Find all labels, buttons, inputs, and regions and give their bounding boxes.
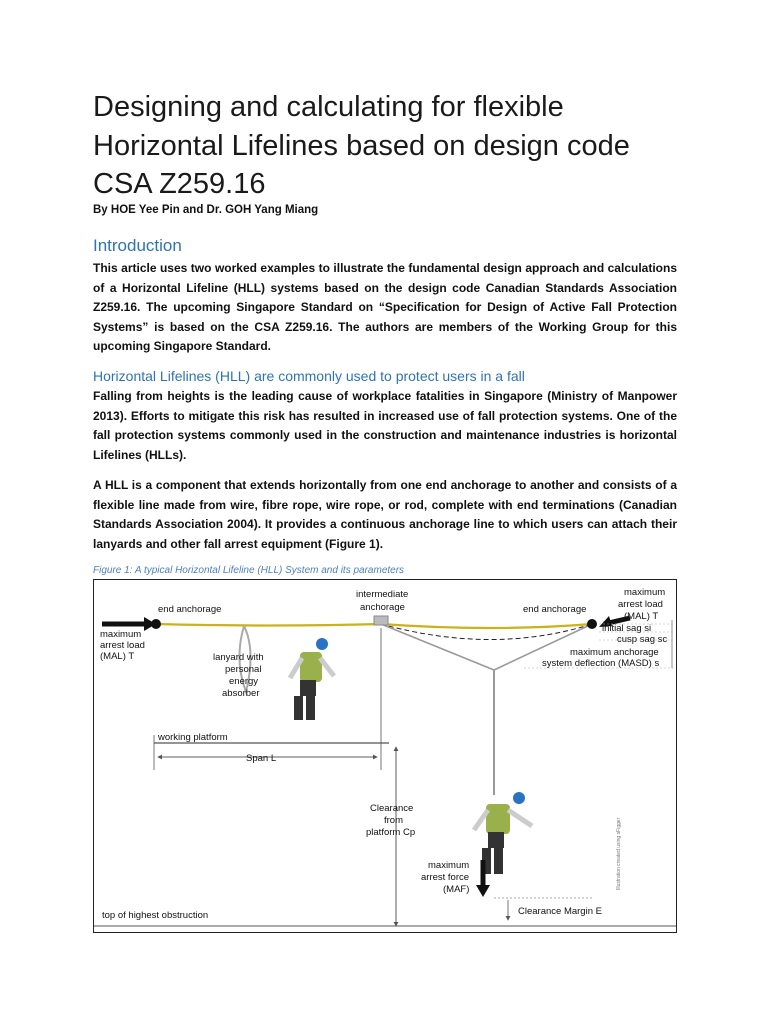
clearance-margin-label: Clearance Margin E: [518, 906, 602, 917]
masd-label-2: system deflection (MASD) s: [542, 658, 660, 669]
lifeline-left-span: [156, 624, 381, 626]
cusp-sag-label: cusp sag sc: [617, 634, 668, 645]
lanyard-label-3: energy: [229, 676, 259, 687]
mal-left-label-3: (MAL) T: [100, 651, 135, 662]
hll-paragraph-1: Falling from heights is the leading cause of workplace fatalities in Singapore (Ministry of Manpower 2013). Efforts to mitigate this risk has resulted in increased use of fall protection systems. One of the fall protection systems commonly used in the construction and maintenance industries is horizontal Lifelines (HLLs).: [93, 389, 677, 462]
lanyard-label-4: absorber: [222, 688, 260, 699]
intermediate-anchorage-label-1: intermediate: [356, 589, 409, 600]
clearance-label-3: platform Cp: [366, 827, 416, 838]
clearance-label-2: from: [384, 815, 403, 826]
intro-paragraph: This article uses two worked examples to illustrate the fundamental design approach and calculations of a Horizontal Lifeline (HLL) systems based on the design code Canadian Standards Association Z259.16. The upcoming Singapore Standard on “Specification for Design of Active Fall Protection Systems” is based on the CSA Z259.16. The authors are members of the Working Group for this upcoming Singapore Standard.: [93, 261, 677, 354]
illustration-watermark: Illustration created using sFigger: [616, 817, 622, 890]
masd-label-1: maximum anchorage: [570, 647, 659, 658]
mal-left-label-1: maximum: [100, 629, 142, 640]
hll-paragraph-2: A HLL is a component that extends horizontally from one end anchorage to another and consists of a flexible line made from wire, fibre rope, wire rope, or rod, complete with end terminations (Canadian Standards Association 2004). It provides a continuous anchorage line to which users can attach their lanyards and other fall arrest equipment (Figure 1).: [93, 478, 677, 551]
intermediate-anchorage-label-2: anchorage: [360, 602, 405, 613]
mal-right-label-3: (MAL) T: [624, 611, 659, 622]
hll-section-heading: Horizontal Lifelines (HLL) are commonly used to protect users in a fall: [93, 368, 525, 384]
mal-right-label-1: maximum: [624, 587, 666, 598]
maf-label-2: arrest force: [421, 872, 470, 883]
page-title: Designing and calculating for flexible Horizontal Lifelines based on design code CSA Z259.16: [93, 91, 630, 200]
hll-figure: [93, 579, 677, 933]
lifeline-right-initial: [381, 624, 592, 628]
end-anchorage-right-label: end anchorage: [523, 604, 587, 615]
span-label: Span L: [246, 753, 277, 764]
working-platform-label: working platform: [158, 732, 228, 743]
maf-label-3: (MAF): [443, 884, 470, 895]
lanyard-label-1: lanyard with: [213, 652, 264, 663]
byline: By HOE Yee Pin and Dr. GOH Yang Miang: [93, 204, 319, 216]
lanyard-label-2: personal: [225, 664, 262, 675]
end-anchor-right: [587, 619, 597, 629]
mal-right-label-2: arrest load: [618, 599, 663, 610]
end-anchorage-left-label: end anchorage: [158, 604, 222, 615]
clearance-label-1: Clearance: [370, 803, 414, 814]
top-obstruction-label: top of highest obstruction: [102, 910, 209, 921]
mal-left-label-2: arrest load: [100, 640, 145, 651]
initial-sag-label: initial sag si: [602, 623, 652, 634]
intermediate-anchor: [374, 616, 388, 625]
maf-label-1: maximum: [428, 860, 470, 871]
intro-heading: Introduction: [93, 236, 182, 255]
figure-caption: Figure 1: A typical Horizontal Lifeline (HLL) System and its parameters: [93, 565, 405, 576]
